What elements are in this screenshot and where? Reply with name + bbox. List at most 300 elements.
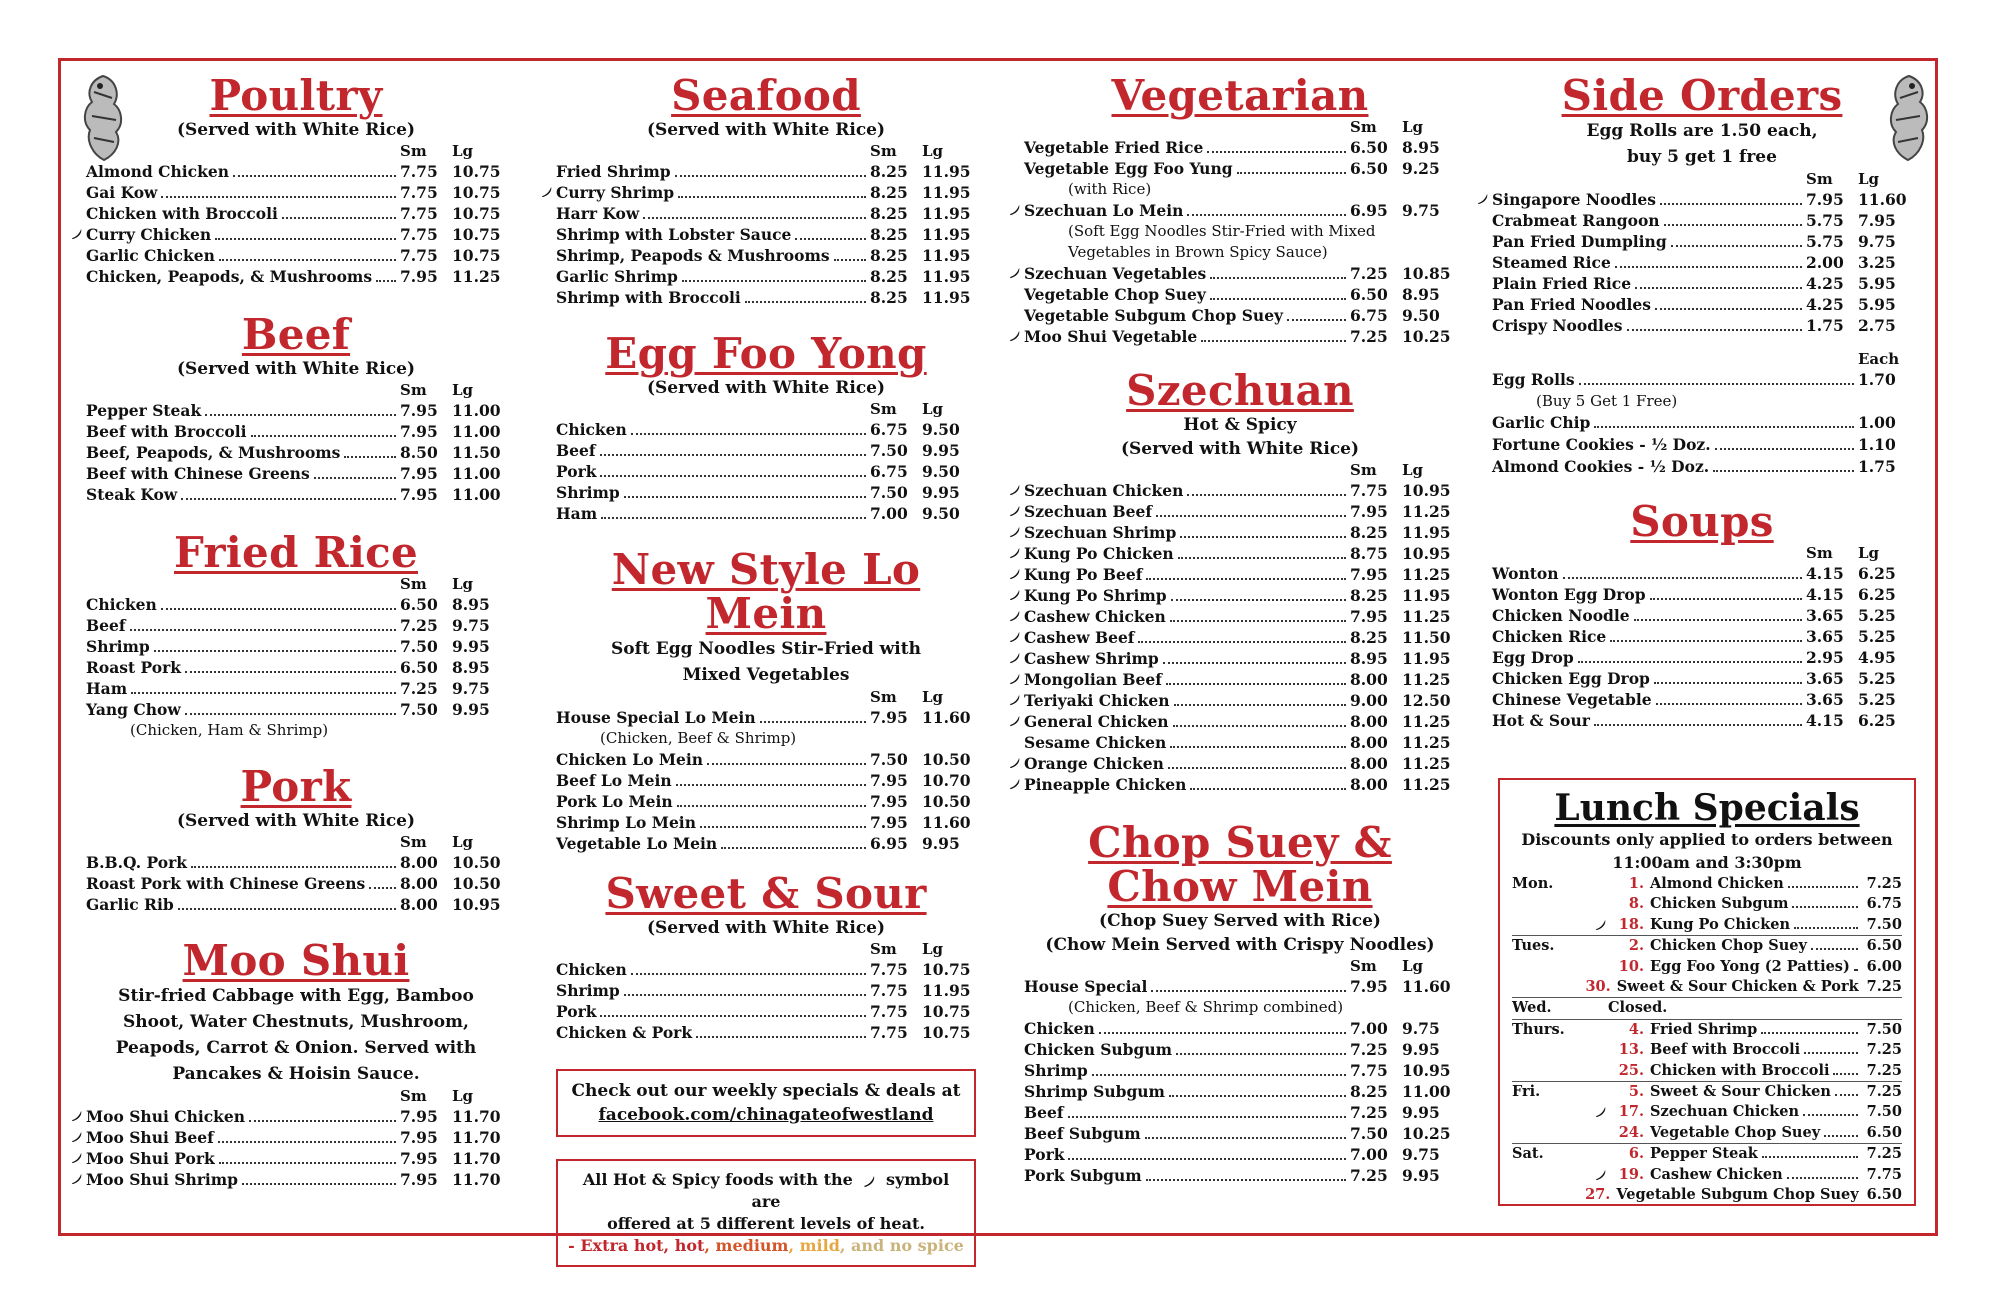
item-name: Fried Shrimp [556,162,671,181]
chili-pepper-icon [1008,777,1021,790]
dot-leader [1178,557,1346,559]
lunch-item-price: 7.50 [1866,1103,1902,1121]
item-name: Szechuan Chicken [1024,481,1184,500]
poultry-section [86,71,506,287]
large-price: 10.75 [922,1023,971,1042]
large-header: Lg [922,940,944,958]
menu-item [1024,648,1456,669]
small-price: 7.25 [1350,1040,1388,1059]
lunch-item-number: 25. [1618,1061,1644,1079]
item-name: Chicken [86,595,157,614]
lunch-item-number: 4. [1628,1020,1644,1038]
section-subtitle: (Served with White Rice) [176,359,416,379]
small-price: 4.25 [1806,295,1844,314]
small-price: 8.00 [400,895,438,914]
small-price: 7.50 [870,750,908,769]
large-price: 10.75 [452,183,501,202]
sweet-sour-section [556,869,976,1043]
dot-leader [1656,703,1802,705]
large-price: 11.70 [452,1107,501,1126]
menu-item [1024,976,1456,997]
menu-item [1024,284,1456,305]
dot-leader [1788,886,1858,888]
lunch-item-number: 19. [1618,1165,1644,1183]
menu-item [1024,263,1456,284]
dot-leader [1092,1074,1346,1076]
large-price: 11.00 [452,485,501,504]
item-name: Ham [556,504,598,523]
dot-leader [600,475,866,477]
lunch-item-number: 8. [1628,895,1644,913]
lunch-day: Wed. [1512,999,1552,1017]
item-name: Pork [556,1002,597,1021]
heat-extra-hot: Extra hot [580,1236,664,1255]
lunch-day-group [1512,874,1902,935]
item-name: Shrimp, Peapods & Mushrooms [556,246,830,265]
item-name: Vegetable Chop Suey [1024,285,1206,304]
item-name: Chicken Noodle [1492,606,1630,625]
dot-leader [1201,340,1346,342]
item-name: Roast Pork with Chinese Greens [86,874,366,893]
menu-item [1024,753,1456,774]
large-price: 11.25 [1402,712,1451,731]
small-price: 8.00 [1350,754,1388,773]
chili-pepper-icon [1008,504,1021,517]
large-price: 9.50 [922,462,960,481]
section-subtitle: (Served with White Rice) [176,120,416,140]
heat-separator: , [839,1236,852,1255]
item-name: Garlic Rib [86,895,174,914]
small-price: 7.95 [1350,502,1388,521]
large-price: 11.95 [922,288,971,307]
item-name: Ham [86,679,128,698]
chili-pepper-icon [1594,1105,1607,1118]
large-price: 10.75 [922,960,971,979]
large-header: Lg [922,142,944,160]
large-header: Lg [452,833,474,851]
large-price: 9.50 [922,420,960,439]
large-price: 10.95 [1402,1061,1451,1080]
dot-leader [1171,599,1346,601]
dot-leader [1156,515,1346,517]
item-note: (Chicken, Beef & Shrimp) [600,729,797,747]
large-price: 12.50 [1402,691,1451,710]
menu-item [1492,294,1912,315]
item-name: Moo Shui Chicken [86,1107,246,1126]
menu-item [1492,605,1912,626]
small-price: 6.50 [400,595,438,614]
lunch-item-name: Chicken Subgum [1650,895,1789,913]
chili-pepper-icon [1008,693,1021,706]
small-price: 3.65 [1806,606,1844,625]
menu-item [1024,137,1456,158]
chili-pepper-icon [1008,483,1021,496]
dot-leader [314,477,396,479]
small-price: 7.75 [400,225,438,244]
large-header: Lg [1402,461,1424,479]
lunch-item-price: 7.50 [1866,915,1902,933]
small-price: 7.95 [400,1128,438,1147]
large-price: 9.95 [452,637,490,656]
item-name: Moo Shui Pork [86,1149,215,1168]
small-price: 8.25 [870,225,908,244]
item-name: Steamed Rice [1492,253,1611,272]
large-price: 10.95 [1402,481,1451,500]
dot-leader [1634,619,1802,621]
lunch-item-name: Kung Po Chicken [1650,915,1791,933]
header-spacer [556,400,870,419]
item-name: Wonton [1492,564,1559,583]
menu-item [556,770,976,791]
large-price: 9.25 [1402,159,1440,178]
dot-leader [1578,661,1802,663]
large-price: 11.95 [922,267,971,286]
lunch-item-name: Vegetable Subgum Chop Suey [1616,1186,1859,1204]
menu-item [86,463,506,484]
dot-leader [1713,470,1854,472]
section-title: Seafood [671,71,861,120]
menu-item [1024,1144,1456,1165]
section-subtitle: (Served with White Rice) [646,120,886,140]
small-price: 7.25 [1350,264,1388,283]
dot-leader [600,1015,866,1017]
dot-leader [1187,214,1346,216]
menu-item [556,1022,976,1043]
dot-leader [1804,1052,1858,1054]
small-header: Sm [870,400,897,418]
menu-item [1024,522,1456,543]
large-price: 9.95 [1402,1040,1440,1059]
large-price: 11.60 [1402,977,1451,996]
lunch-item-price: 7.25 [1866,1041,1902,1059]
section-title: Soups [1630,497,1774,546]
small-price: 8.25 [1350,523,1388,542]
lunch-day-group [1512,997,1902,1018]
small-price: 8.00 [1350,712,1388,731]
dot-leader [643,217,866,219]
lunch-item-name: Vegetable Chop Suey [1650,1123,1821,1141]
small-price: 7.25 [1350,1103,1388,1122]
large-price: 11.25 [452,267,501,286]
dot-leader [1715,448,1854,450]
small-price: 7.75 [400,204,438,223]
large-price: 9.75 [1402,1145,1440,1164]
menu-item [1024,606,1456,627]
menu-item [86,852,506,873]
item-name: Curry Shrimp [556,183,675,202]
large-price: 11.25 [1402,733,1451,752]
header-spacer [86,575,400,594]
column-3 [1024,71,1456,1204]
menu-item [1024,669,1456,690]
item-name: Kung Po Shrimp [1024,586,1167,605]
dot-leader [1594,426,1854,428]
item-name: Pineapple Chicken [1024,775,1187,794]
lunch-item-number: 18. [1618,915,1644,933]
menu-item [556,503,976,524]
chili-pepper-icon [1008,546,1021,559]
menu-item [1024,200,1456,221]
spicy-legend-text-2: symbol are [751,1170,950,1211]
menu-item [86,594,506,615]
dot-leader [1664,224,1802,226]
lunch-item-name: Pepper Steak [1650,1145,1758,1163]
each-label: Each [1858,350,1900,368]
menu-item [556,1001,976,1022]
menu-item [1492,668,1912,689]
dot-leader [676,784,866,786]
large-price: 9.75 [1858,232,1896,251]
small-price: 4.15 [1806,564,1844,583]
header-spacer [86,833,400,852]
item-name: Hot & Sour [1492,711,1590,730]
dot-leader [1654,682,1802,684]
item-name: Shrimp with Broccoli [556,288,741,307]
menu-item [1492,210,1912,231]
dot-leader [1762,1156,1858,1158]
item-name: Pan Fried Dumpling [1492,232,1667,251]
item-name: Chicken with Broccoli [86,204,278,223]
item-name: Garlic Chicken [86,246,215,265]
menu-item [86,678,506,699]
item-name: Vegetable Fried Rice [1024,138,1204,157]
header-spacer [86,381,400,400]
menu-item [1024,1081,1456,1102]
header-spacer [86,142,400,161]
large-price: 11.70 [452,1170,501,1189]
dot-leader [1794,927,1858,929]
item-name: Szechuan Shrimp [1024,523,1177,542]
lunch-row [1512,1061,1902,1081]
large-header: Lg [1402,118,1424,136]
column-4 [1492,71,1912,749]
header-spacer [556,142,870,161]
small-price: 7.00 [870,504,908,523]
item-name: House Special Lo Mein [556,708,756,727]
spicy-legend-box [556,1159,976,1267]
large-price: 11.70 [452,1128,501,1147]
small-price: 6.75 [870,462,908,481]
lunch-item-number: 1. [1628,875,1644,892]
small-price: 7.25 [1350,1166,1388,1185]
lo-mein-section [556,545,976,854]
item-name: Chicken Egg Drop [1492,669,1650,688]
menu-item [86,182,506,203]
item-name: Almond Cookies - ½ Doz. [1492,457,1710,476]
menu-item [1492,434,1912,456]
small-header: Sm [400,833,427,851]
small-price: 7.00 [1350,1145,1388,1164]
heat-prefix: - [568,1236,581,1255]
chili-pepper-icon [1008,609,1021,622]
each-price: 1.10 [1858,435,1896,454]
item-name: Teriyaki Chicken [1024,691,1170,710]
small-price: 7.50 [870,441,908,460]
lunch-item-price: 6.00 [1866,957,1902,975]
large-price: 9.95 [1402,1166,1440,1185]
large-price: 11.95 [922,162,971,181]
each-price: 1.70 [1858,370,1896,389]
small-price: 7.50 [870,483,908,502]
dot-leader [1660,203,1802,205]
small-price: 4.15 [1806,711,1844,730]
menu-item [86,615,506,636]
item-name: Harr Kow [556,204,640,223]
small-header: Sm [870,688,897,706]
lunch-item-price: 7.25 [1866,1083,1902,1101]
small-price: 7.95 [400,401,438,420]
dot-leader [1187,494,1346,496]
lunch-row [1512,1102,1902,1122]
menu-item [556,419,976,440]
large-price: 2.75 [1858,316,1896,335]
small-price: 6.75 [870,420,908,439]
small-price: 7.75 [1350,1061,1388,1080]
menu-item [556,707,976,728]
item-name: Beef with Chinese Greens [86,464,310,483]
menu-item [556,461,976,482]
dot-leader [1151,990,1346,992]
dot-leader [1180,536,1346,538]
item-note: (Buy 5 Get 1 Free) [1536,392,1678,410]
section-title: Vegetarian [1111,71,1369,120]
chili-pepper-icon [1008,203,1021,216]
lunch-day-group [1512,1081,1902,1143]
section-title: Chop Suey & [1088,818,1392,867]
item-name: Vegetable Subgum Chop Suey [1024,306,1284,325]
large-price: 9.50 [1402,306,1440,325]
small-price: 7.95 [400,267,438,286]
large-header: Lg [922,400,944,418]
chili-pepper-icon [1008,266,1021,279]
chili-pepper-icon [1008,588,1021,601]
item-name: Moo Shui Beef [86,1128,214,1147]
dot-leader [1803,1114,1858,1116]
dot-leader [682,280,866,282]
item-name: Szechuan Beef [1024,502,1153,521]
section-description: Stir-fried Cabbage with Egg, Bamboo Shoot, Water Chestnuts, Mushroom, Peapods, Carrot & Onion. Served with Pancakes & Hoisin Sauce. [115,986,477,1084]
menu-item [1024,1165,1456,1186]
dot-leader [1169,1095,1346,1097]
facebook-text: Check out our weekly specials & deals at [571,1081,961,1101]
lunch-item-price: 7.25 [1866,875,1902,892]
small-price: 8.25 [1350,586,1388,605]
size-header [556,940,976,959]
dot-leader [1824,1135,1858,1137]
menu-item [1024,1039,1456,1060]
large-price: 11.00 [1402,1082,1451,1101]
large-price: 11.25 [1402,502,1451,521]
large-price: 10.75 [452,246,501,265]
each-items-section [1492,350,1912,478]
header-spacer [1024,957,1350,976]
item-name: Beef, Peapods, & Mushrooms [86,443,341,462]
small-price: 8.00 [400,874,438,893]
menu-item [1024,501,1456,522]
section-title: Pork [240,762,352,811]
lunch-item-name: Sweet & Sour Chicken [1650,1083,1831,1101]
item-name: Beef [556,441,596,460]
facebook-box [556,1069,976,1137]
menu-item [1492,647,1912,668]
section-subtitle: Soft Egg Noodles Stir-Fried with Mixed Vegetables [611,639,921,685]
dot-leader [131,692,396,694]
item-name: Chicken Subgum [1024,1040,1173,1059]
small-header: Sm [1806,544,1833,562]
large-price: 10.75 [452,204,501,223]
dot-leader [1138,641,1346,643]
small-price: 8.75 [1350,544,1388,563]
dot-leader [631,433,866,435]
small-price: 7.75 [400,246,438,265]
facebook-link[interactable]: facebook.com/chinagateofwestland [598,1105,934,1125]
lunch-specials-box [1498,778,1916,1206]
lunch-item-name: Egg Foo Yong (2 Patties) [1650,957,1850,975]
lunch-item-name: Beef with Broccoli [1650,1041,1801,1059]
small-price: 8.25 [870,267,908,286]
menu-item [86,161,506,182]
lunch-row [1512,1185,1902,1205]
small-price: 7.75 [870,1023,908,1042]
lunch-item-price: 7.50 [1866,1020,1902,1038]
section-title: Side Orders [1561,71,1843,120]
large-header: Lg [452,1087,474,1105]
large-price: 9.50 [922,504,960,523]
menu-item [556,959,976,980]
dot-leader [834,259,866,261]
small-price: 7.95 [870,792,908,811]
dot-leader [205,414,396,416]
large-price: 10.25 [1402,327,1451,346]
dot-leader [1210,277,1346,279]
menu-item [1024,1123,1456,1144]
dot-leader [181,498,396,500]
small-price: 7.50 [1350,1124,1388,1143]
size-header [556,142,976,161]
lunch-item-name: Fried Shrimp [1650,1020,1758,1038]
size-header [86,575,506,594]
lunch-item-number: 5. [1628,1083,1644,1101]
small-price: 7.95 [400,485,438,504]
section-subtitle: Hot & Spicy [1183,415,1297,435]
item-name: Singapore Noodles [1492,190,1656,209]
dot-leader [344,456,396,458]
small-price: 8.25 [870,246,908,265]
menu-item [1492,231,1912,252]
menu-item [1024,326,1456,347]
lunch-day: Fri. [1512,1083,1541,1101]
small-price: 7.95 [870,813,908,832]
dot-leader [1170,746,1346,748]
small-price: 5.75 [1806,232,1844,251]
pork-section [86,762,506,915]
dot-leader [721,847,866,849]
small-price: 7.75 [400,162,438,181]
lunch-item-price: 6.50 [1866,937,1902,955]
section-subtitle: Egg Rolls are 1.50 each, [1586,121,1818,141]
small-price: 7.95 [400,1170,438,1189]
item-name: Shrimp [556,483,620,502]
section-subtitle: (Served with White Rice) [176,811,416,831]
large-price: 9.95 [922,834,960,853]
dot-leader [1237,172,1346,174]
dot-leader [1761,1032,1858,1034]
lunch-item-price: 6.50 [1866,1186,1902,1204]
chili-pepper-icon [862,1174,876,1188]
size-header [86,1087,506,1106]
dot-leader [624,994,866,996]
small-price: 7.25 [1350,327,1388,346]
